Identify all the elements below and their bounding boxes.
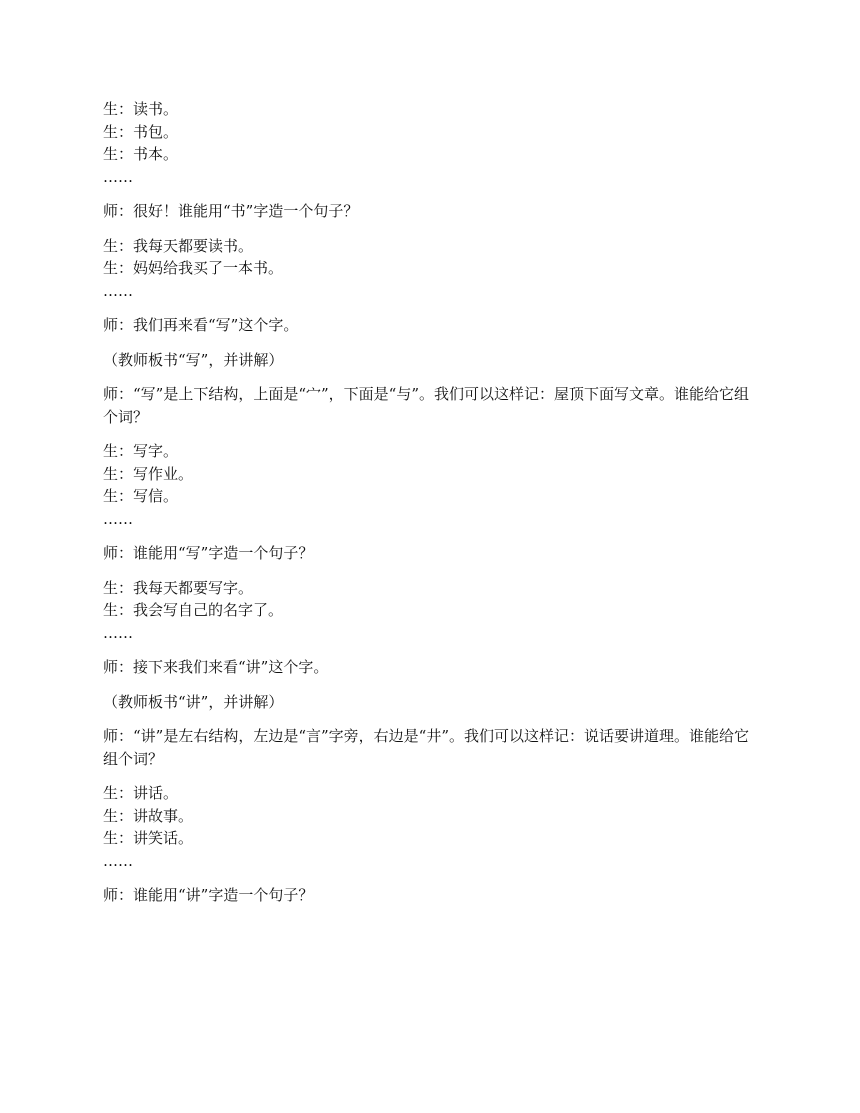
- ellipsis-line: ……: [103, 167, 133, 186]
- student-line: 生：我会写自己的名字了。: [103, 601, 284, 619]
- student-line: 生：书包。: [103, 122, 179, 141]
- student-line: 生：我每天都要读书。: [103, 236, 254, 255]
- student-answers-words-jiang: [103, 782, 763, 872]
- stage-direction-line: （教师板书“讲”，并讲解）: [103, 692, 284, 711]
- student-line: 生：写作业。: [103, 464, 194, 483]
- teacher-paragraph: 师：“写”是上下结构，上面是“宀”，下面是“与”。我们可以这样记：屋顶下面写文章。谁能给它组个词？: [103, 385, 750, 426]
- stage-direction-xie: [103, 349, 763, 372]
- student-answers-words-shu: [103, 98, 763, 188]
- teacher-prompt-sentence-xie: [103, 542, 763, 565]
- document-body: [103, 98, 763, 919]
- ellipsis-line: ……: [103, 281, 133, 300]
- teacher-explain-xie: [103, 383, 763, 428]
- ellipsis-line: ……: [103, 509, 133, 528]
- stage-direction-jiang: [103, 691, 763, 714]
- teacher-intro-jiang: [103, 656, 763, 679]
- student-line: 生：读书。: [103, 100, 179, 118]
- stage-direction-line: （教师板书“写”，并讲解）: [103, 350, 284, 369]
- teacher-prompt-sentence-shu: [103, 200, 763, 223]
- student-answers-words-xie: [103, 440, 763, 530]
- student-line: 生：讲笑话。: [103, 829, 194, 847]
- student-line: 生：妈妈给我买了一本书。: [103, 259, 284, 277]
- teacher-line: 师：谁能用“讲”字造一个句子？: [103, 886, 314, 904]
- student-line: 生：我每天都要写字。: [103, 578, 254, 597]
- teacher-line: 师：很好！谁能用“书”字造一个句子？: [103, 202, 359, 220]
- teacher-prompt-sentence-jiang: [103, 884, 763, 907]
- teacher-paragraph: 师：“讲”是左右结构，左边是“言”字旁，右边是“井”。我们可以这样记：说话要讲道理。谁能给它组个词？: [103, 727, 750, 768]
- student-answers-sentences-xie: [103, 577, 763, 645]
- student-line: 生：书本。: [103, 145, 179, 163]
- teacher-explain-jiang: [103, 725, 763, 770]
- ellipsis-line: ……: [103, 623, 133, 642]
- student-line: 生：写字。: [103, 442, 179, 460]
- teacher-intro-xie: [103, 314, 763, 337]
- teacher-line: 师：接下来我们来看“讲”这个字。: [103, 658, 329, 676]
- student-line: 生：写信。: [103, 487, 179, 505]
- student-answers-sentences-shu: [103, 235, 763, 303]
- ellipsis-line: ……: [103, 851, 133, 870]
- student-line: 生：讲故事。: [103, 806, 194, 825]
- student-line: 生：讲话。: [103, 784, 179, 802]
- teacher-line: 师：谁能用“写”字造一个句子？: [103, 544, 314, 562]
- teacher-line: 师：我们再来看“写”这个字。: [103, 316, 299, 334]
